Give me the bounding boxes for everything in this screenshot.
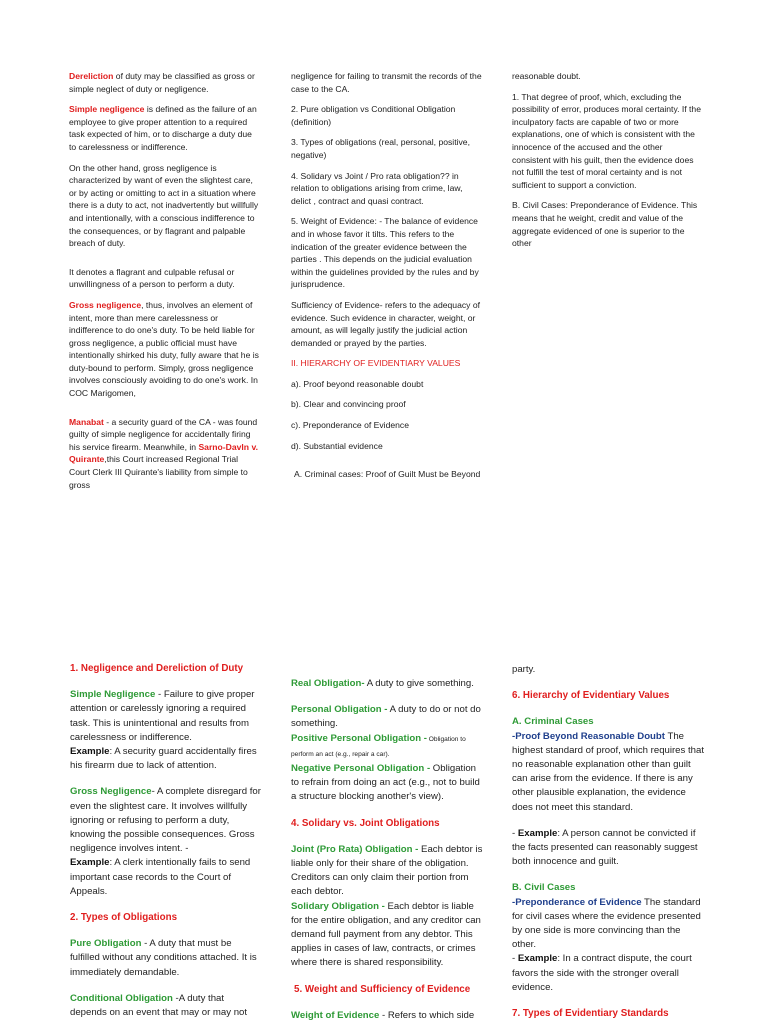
paragraph: It denotes a flagrant and culpable refusal or unwillingness of a person to perform a duty. <box>69 266 235 290</box>
example-block <box>512 827 704 870</box>
example-label: Example <box>70 746 110 758</box>
paragraph <box>69 299 259 400</box>
paragraph: party. <box>512 664 536 675</box>
text: , thus, involves an element of intent, more than mere carelessness or indifference to do one's duty. To be held liable for gross negligence, a public official must have intentionally shirked his duty, fully aware that he is duty-bound to perform. Simply, gross negligence involves consciously avoiding to do one's work. In COC Marigomen, <box>69 299 259 399</box>
section-heading: 5. Weight and Sufficiency of Evidence <box>294 983 471 995</box>
text: Each debtor is liable for the entire obligation, and any creditor can demand full payment from any debtor. This applies in cases of law, contracts, or crimes where there is shared responsibility. <box>291 900 481 969</box>
list-item: d). Substantial evidence <box>291 440 383 451</box>
section-heading: 7. Types of Evidentiary Standards <box>512 1008 669 1020</box>
text: -A duty that depends on an event that may or may not <box>70 992 248 1019</box>
text: of duty may be classified as gross or simple neglect of duty or negligence. <box>69 71 255 94</box>
section-heading: 2. Types of Obligations <box>70 912 178 924</box>
example-label: Example <box>517 953 558 965</box>
definition-block <box>70 937 262 980</box>
term: Simple Negligence <box>70 689 156 701</box>
term: Solidary Obligation - <box>291 900 385 912</box>
term: -Preponderance of Evidence <box>512 896 642 908</box>
text: : A clerk intentionally fails to send important case records to the Court of Appeals. <box>70 857 251 897</box>
example-label: Example <box>517 827 558 839</box>
term: Weight of Evidence <box>291 1009 380 1021</box>
term: Manabat <box>69 416 104 427</box>
definition-block <box>512 881 704 995</box>
text: - <box>512 953 518 965</box>
definition-block <box>291 843 483 971</box>
paragraph: 1. That degree of proof, which, excluding the possibility of error, produces moral certainty. If the inculpatory facts are capable of two or more explanations, one of which is consistent with the innocence of the accused and the other consistent with his guilt, then the evidence does not fulfill the test of moral certainty and is not sufficient to support a conviction. <box>512 91 701 190</box>
section-heading: 4. Solidary vs. Joint Obligations <box>291 817 440 829</box>
definition-block <box>291 1009 483 1023</box>
section-heading <box>70 662 262 676</box>
definition-block <box>512 715 704 814</box>
heading-number: 1. <box>70 663 81 674</box>
term: Real Obligation- <box>291 678 365 689</box>
text: - a security guard of the CA - was found guilty of simple negligence for accidentally firing his service firearm. Meanwhile, in <box>69 416 258 452</box>
term: Simple negligence <box>69 104 145 115</box>
text: ,this Court increased Regional Trial Court Clerk III Quirante's liability from simple to gross <box>69 454 248 490</box>
case-name: Sarno-Davln v. Quirante <box>69 441 258 465</box>
bottom-column-3 <box>512 663 704 1033</box>
paragraph <box>69 416 259 492</box>
definition-block <box>70 992 262 1020</box>
top-column-3 <box>512 70 702 258</box>
paragraph: reasonable doubt. <box>512 71 581 81</box>
term: Positive Personal Obligation - <box>291 732 427 744</box>
term: Gross Negligence <box>70 786 152 798</box>
text: - <box>512 827 518 839</box>
term: Negative Personal Obligation - <box>291 763 431 775</box>
list-item: a). Proof beyond reasonable doubt <box>291 378 424 389</box>
term: Pure Obligation <box>70 938 142 950</box>
subheading: B. Civil Cases <box>512 882 576 894</box>
heading-text: Negligence and Dereliction of Duty <box>80 663 244 674</box>
paragraph: A. Criminal cases: Proof of Guilt Must be Beyond <box>294 469 481 480</box>
section-heading: II. HIERARCHY OF EVIDENTIARY VALUES <box>291 358 461 369</box>
term: -Proof Beyond Reasonable Doubt <box>512 730 665 742</box>
section-heading: 6. Hierarchy of Evidentiary Values <box>512 690 670 702</box>
term: Conditional Obligation <box>70 992 173 1004</box>
list-item: c). Preponderance of Evidence <box>291 420 409 431</box>
text: - A duty that must be fulfilled without any conditions attached. It is immediately demandable. <box>70 938 257 978</box>
text: A duty to do or not do something. <box>291 704 481 730</box>
term: Dereliction <box>69 71 114 81</box>
paragraph: B. Civil Cases: Preponderance of Evidence. This means that he weight, credit and value of the aggregate evidenced of one is superior to the other <box>512 200 698 249</box>
text: : A person cannot be convicted if the facts presented can reasonably suggest both innocence and guilt. <box>512 827 698 868</box>
definition-block <box>291 703 483 804</box>
top-column-1 <box>69 70 259 499</box>
term: Gross negligence <box>69 299 142 310</box>
text: - Refers to which side <box>379 1009 475 1021</box>
definition-block <box>291 677 483 691</box>
list-item: b). Clear and convincing proof <box>291 399 406 410</box>
bottom-column-1 <box>70 662 262 1032</box>
text: The standard for civil cases where the evidence presented by one side is more convincing than the other. <box>512 896 701 951</box>
definition-block <box>70 785 262 899</box>
paragraph: 2. Pure obligation vs Conditional Obligation (definition) <box>291 104 456 127</box>
paragraph: 3. Types of obligations (real, personal, positive, negative) <box>291 137 470 160</box>
top-column-2 <box>291 70 483 489</box>
paragraph: 4. Solidary vs Joint / Pro rata obligation?? in relation to obligations arising from crime, law, delict , contract and quasi contract. <box>291 170 463 206</box>
subheading: A. Criminal Cases <box>512 716 594 728</box>
paragraph: On the other hand, gross negligence is characterized by want of even the slightest care, or by acting or omitting to act in a situation where there is a duty to act, not inadvertently but willfully and intentionally, with a conscious indifference to the consequences, or by flagrant and palpable breach of duty. <box>69 162 259 249</box>
term: Joint (Pro Rata) Obligation - <box>291 843 419 855</box>
text: - Failure to give proper attention or carelessly ignoring a required task. This is unintentional and results from carelessness or indifference. <box>70 689 255 743</box>
paragraph <box>69 70 259 95</box>
paragraph: Sufficiency of Evidence- refers to the adequacy of evidence. Such evidence in character, weight, or amount, as will legally justify the judicial action demanded or prayed by the parties. <box>291 299 481 348</box>
text: Each debtor is liable only for their share of the obligation. Creditors can only claim their portion from each debtor. <box>291 843 483 898</box>
paragraph: negligence for failing to transmit the records of the case to the CA. <box>291 71 482 94</box>
text: Obligation to refrain from doing an act (e.g., not to build a structure blocking another's view). <box>291 763 480 803</box>
paragraph <box>69 103 259 153</box>
paragraph: 5. Weight of Evidence: - The balance of evidence and in whose favor it tilts. This refers to the indication of the greater evidence between the parties . This depends on the judicial evaluation within the guidelines provided by the rules and by jurisprudence. <box>291 216 479 290</box>
text: A duty to give something. <box>364 678 474 689</box>
text: Obligation to perform an act (e.g., repair a car). <box>291 735 466 758</box>
text: : A security guard accidentally fires his firearm due to lack of attention. <box>70 746 257 772</box>
text: - A complete disregard for even the slightest care. It involves willfully ignoring or refusing to perform a duty, knowing the possible consequences. Gross negligence involves intent. - <box>70 786 261 855</box>
example-label: Example <box>70 857 110 869</box>
term: Personal Obligation - <box>291 704 388 716</box>
definition-block <box>70 688 262 773</box>
text: : In a contract dispute, the court favors the side with the stronger overall evidence. <box>512 953 692 993</box>
text: The highest standard of proof, which requires that no reasonable explanation other than guilt can arise from the evidence. If there is any other plausible explanation, the evidence does not meet this standard. <box>512 730 704 813</box>
bottom-column-2 <box>291 677 483 1035</box>
text: is defined as the failure of an employee to give proper attention to a required task expected of him, or to discharge a duty due to carelessness or indifference. <box>69 104 257 152</box>
